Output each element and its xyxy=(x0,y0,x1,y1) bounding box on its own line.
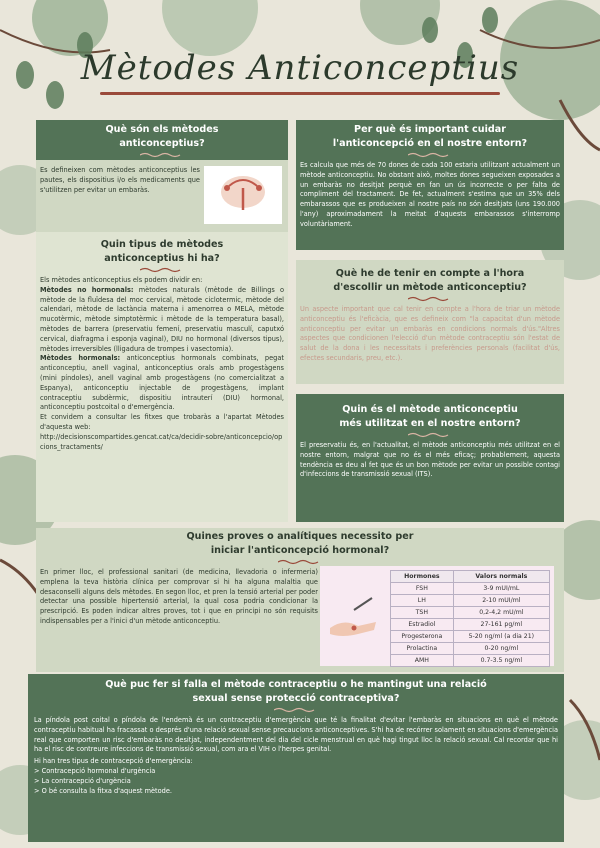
table-row xyxy=(391,607,550,619)
hormones-card xyxy=(320,566,554,666)
non-hormonal-label: Mètodes no hormonals: xyxy=(40,285,134,294)
methods-link[interactable]: http://decisionscompartides.gencat.cat/ca/decidir-sobre/anticoncepcio/opcions_tractaments/ xyxy=(40,432,283,451)
section-what-are-heading: Què són els mètodes anticonceptius? xyxy=(105,124,219,149)
hormonal-label: Mètodes hormonals: xyxy=(40,354,121,363)
hormones-col-header: Hormones xyxy=(391,571,454,583)
wave-divider xyxy=(278,559,322,565)
table-row xyxy=(391,655,550,667)
section-choosing-body: Un aspecte important que cal tenir en compte a l'hora de triar un mètode anticonceptiu és l'eficàcia, que es defineix com "la capacitat d'un mètode anticonceptiu per evitar un embaràs en condicions normals d'ús."Altres aspectes que condicionen l'elecció d'un mètode contraceptiu són l'estat de salut de la dona i les necessitats i preferències personals (facilitat d'ús, efectes secundaris, preu, etc.). xyxy=(300,305,560,362)
table-cell: 0-20 ng/ml xyxy=(453,643,549,655)
section-choosing xyxy=(296,260,564,384)
wave-divider xyxy=(140,267,184,273)
table-cell: Progesterona xyxy=(391,631,454,643)
section-emergency xyxy=(28,674,564,842)
section-why-important xyxy=(296,120,564,250)
blood-test-illustration xyxy=(324,588,384,648)
table-cell: 3-9 mUI/mL xyxy=(453,583,549,595)
table-cell: TSH xyxy=(391,607,454,619)
table-row xyxy=(391,631,550,643)
table-row xyxy=(391,595,550,607)
values-col-header: Valors normals xyxy=(453,571,549,583)
table-cell: 5-20 ng/ml (a dia 21) xyxy=(453,631,549,643)
title-underline xyxy=(100,92,500,95)
section-tests-heading: Quines proves o analítiques necessito per iniciar l'anticoncepció hormonal? xyxy=(186,531,414,556)
table-cell: 2-10 mUI/ml xyxy=(453,595,549,607)
wave-divider xyxy=(408,296,452,302)
wave-divider xyxy=(274,707,318,713)
table-row xyxy=(391,583,550,595)
section-emergency-heading: Què puc fer si falla el mètode contraceptiu o he mantingut una relació sexual sense protecció contraceptiva? xyxy=(105,679,487,704)
table-row xyxy=(391,619,550,631)
section-most-used xyxy=(296,394,564,522)
section-most-used-heading: Quin és el mètode anticonceptiu més utilitzat en el nostre entorn? xyxy=(339,404,521,429)
table-cell: FSH xyxy=(391,583,454,595)
section-tests xyxy=(36,528,564,672)
table-cell: AMH xyxy=(391,655,454,667)
emergency-item: > La contracepció d'urgència xyxy=(34,776,131,785)
section-types-outro: Et convidem a consultar les fitxes que trobaràs a l'apartat Mètodes d'aquesta web: xyxy=(40,413,284,431)
emergency-item: > O bé consulta la fitxa d'aquest mètode. xyxy=(34,786,173,795)
table-cell: LH xyxy=(391,595,454,607)
page-title: Mètodes Anticonceptius xyxy=(80,48,520,88)
section-why-heading: Per què és important cuidar l'anticoncepció en el nostre entorn? xyxy=(332,124,528,149)
anatomy-illustration xyxy=(204,166,282,224)
section-types-intro: Els mètodes anticonceptius els podem dividir en: xyxy=(40,276,203,284)
table-cell: Estradiol xyxy=(391,619,454,631)
wave-divider xyxy=(408,152,452,158)
table-row xyxy=(391,643,550,655)
emergency-item: > Contracepció hormonal d'urgència xyxy=(34,766,156,775)
table-cell: 27-161 pg/ml xyxy=(453,619,549,631)
table-cell: Prolactina xyxy=(391,643,454,655)
section-tests-body: En primer lloc, el professional sanitari (de medicina, llevadoria o infermeria) emplena la teva història clínica per comprovar si hi ha alguna malaltia que desaconselli alguns dels mètodes. En segon lloc, et pren la tensió arterial per poder detectar una possible hipertensió arterial, la qual cosa podria condicionar la prescripció. Es poden indicar altres proves, tot i que en principi no són requisits indispensables per a l'inici d'un mètode anticonceptiu. xyxy=(40,568,318,625)
section-why-body: Es calcula que més de 70 dones de cada 100 estaria utilitzant actualment un mètode anticonceptiu. No obstant això, moltes dones segueixen exposades a un embaràs no desitjat perquè en fan un ús incorrecte o per falta de compliment del tractament. De fet, actualment s'estima que un 35% dels embarassos que es produeixen al nostre país no són desitjats (uns 190.000 l'any) aproximadament la meitat d'aquests embarassos s'interromp voluntàriament. xyxy=(300,161,560,228)
wave-divider xyxy=(408,432,452,438)
non-hormonal-body: mètodes naturals (mètode de Billings o mètode de la fluïdesa del moc cervical, mètode ciclotermic, mètode del calendari, mètode de lactància materna i amenorrea o MELA, mètode mucotèrmic, mètode simptotèrmic i mètode de la temperatura basal), mètodes de barrera (preservatiu femení, preservatiu masculí, caputxó cervical, diafragma i esponja vaginal), DIU no hormonal (diversos tipus), mètodes irreversibles (lligadura de trompes i vasectomia). xyxy=(40,285,284,353)
hormones-table xyxy=(390,570,550,667)
section-most-used-body: El preservatiu és, en l'actualitat, el mètode anticonceptiu més utilitzat en el nostre entorn, malgrat que no és el més eficaç; probablement, aquesta tendència es deu al fet que és un bon mètode per evitar un possible contagi d'infeccions de transmissió sexual (ITS). xyxy=(300,441,560,479)
section-choosing-heading: Què he de tenir en compte a l'hora d'escollir un mètode anticonceptiu? xyxy=(333,268,527,293)
emergency-types-intro: Hi han tres tipus de contracepció d'emergència: xyxy=(34,757,193,766)
table-cell: 0.7-3.5 ng/ml xyxy=(453,655,549,667)
wave-divider xyxy=(140,152,184,158)
section-what-are-header xyxy=(36,120,288,160)
table-cell: 0,2-4,2 mU/ml xyxy=(453,607,549,619)
section-types xyxy=(36,232,288,522)
section-what-are-body: Es defineixen com mètodes anticonceptius les pautes, els dispositius i/o els medicaments que s'utilitzen per evitar un embaràs. xyxy=(40,166,200,194)
section-types-heading: Quin tipus de mètodes anticonceptius hi ha? xyxy=(100,239,224,264)
hormonal-body: anticonceptius hormonals combinats, pegat anticonceptiu, anell vaginal, anticonceptius orals amb progestàgens (mini píndoles), anell vaginal amb progestàgens (no comercialitzat a Espanya), anticonceptiu injectable de progestàgens, implant contraceptiu subdèrmic, dispositiu intrauterí (DIU) hormonal, anticonceptiu postcoital o d'emergència. xyxy=(40,354,284,412)
section-what-are xyxy=(36,160,288,232)
section-emergency-body: La píndola post coital o píndola de l'endemà és un contraceptiu d'emergència que té la finalitat d'evitar l'embaràs en situacions en què el mètode contraceptiu habitual ha fracassat o després d'una relació sexual sense precaucions anticonceptives. S'hi ha de recórrer solament en situacions d'emergència real que comporten un risc d'embaràs no desitjat, independentment del dia del cicle menstrual en què hagi tingut lloc la relació sexual. Cal recordar que hi ha el risc de contreure infeccions de transmissió sexual, com ara el VIH o l'herpes genital. xyxy=(34,716,558,754)
